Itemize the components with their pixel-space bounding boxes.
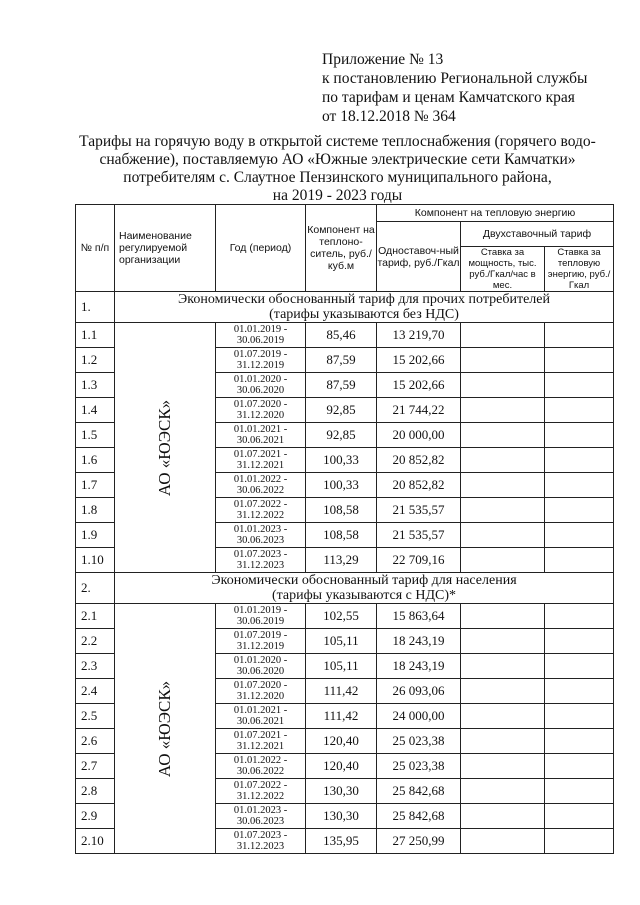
appendix-line-3: по тарифам и ценам Камчатского края xyxy=(322,89,575,106)
organization-name: АО «ЮЭСК» xyxy=(155,399,174,496)
row-number: 2.9 xyxy=(76,804,115,829)
energy-rate-value xyxy=(545,779,614,804)
single-rate-value: 21 744,22 xyxy=(377,398,461,423)
single-rate-value: 25 842,68 xyxy=(377,804,461,829)
water-component-value: 135,95 xyxy=(306,829,377,854)
period-from: 01.01.2019 - xyxy=(233,324,288,335)
capacity-rate-value xyxy=(461,829,545,854)
single-rate-value: 20 852,82 xyxy=(377,473,461,498)
water-component-value: 113,29 xyxy=(306,548,377,573)
energy-rate-value xyxy=(545,629,614,654)
period-cell xyxy=(216,548,306,573)
water-component-value: 87,59 xyxy=(306,348,377,373)
row-number: 2.7 xyxy=(76,754,115,779)
period-to: 30.06.2020 xyxy=(236,666,285,677)
period-from: 01.07.2023 - xyxy=(233,830,288,841)
single-rate-value: 25 023,38 xyxy=(377,729,461,754)
period-to: 30.06.2019 xyxy=(236,335,285,346)
section-title xyxy=(115,292,614,323)
period-from: 01.07.2020 - xyxy=(233,399,288,410)
period-from: 01.01.2020 - xyxy=(233,655,288,666)
organization-cell xyxy=(115,604,216,854)
title-line-3: потребителям с. Слаутное Пензинского муниципального района, xyxy=(123,169,552,186)
single-rate-value: 13 219,70 xyxy=(377,323,461,348)
row-number: 2.6 xyxy=(76,729,115,754)
row-number: 2.10 xyxy=(76,829,115,854)
row-number: 2.5 xyxy=(76,704,115,729)
capacity-rate-value xyxy=(461,754,545,779)
period-cell xyxy=(216,679,306,704)
period-to: 30.06.2020 xyxy=(236,385,285,396)
energy-rate-value xyxy=(545,754,614,779)
single-rate-value: 22 709,16 xyxy=(377,548,461,573)
capacity-rate-value xyxy=(461,548,545,573)
header-num: № п/п xyxy=(76,205,115,292)
period-cell xyxy=(216,654,306,679)
document-title xyxy=(50,133,625,205)
water-component-value: 85,46 xyxy=(306,323,377,348)
capacity-rate-value xyxy=(461,654,545,679)
energy-rate-value xyxy=(545,498,614,523)
single-rate-value: 20 852,82 xyxy=(377,448,461,473)
period-from: 01.07.2022 - xyxy=(233,499,288,510)
period-cell xyxy=(216,604,306,629)
section-title-line-2: (тарифы указываются с НДС)* xyxy=(271,588,457,603)
title-line-4: на 2019 - 2023 годы xyxy=(272,187,403,204)
period-to: 31.12.2021 xyxy=(236,460,285,471)
section-title-line-1: Экономически обоснованный тариф для прочих потребителей xyxy=(178,292,550,307)
capacity-rate-value xyxy=(461,523,545,548)
period-cell xyxy=(216,423,306,448)
period-to: 30.06.2023 xyxy=(236,535,285,546)
capacity-rate-value xyxy=(461,779,545,804)
row-number: 2.2 xyxy=(76,629,115,654)
row-number: 1.7 xyxy=(76,473,115,498)
water-component-value: 87,59 xyxy=(306,373,377,398)
water-component-value: 105,11 xyxy=(306,629,377,654)
single-rate-value: 26 093,06 xyxy=(377,679,461,704)
capacity-rate-value xyxy=(461,604,545,629)
row-number: 1.8 xyxy=(76,498,115,523)
single-rate-value: 21 535,57 xyxy=(377,523,461,548)
energy-rate-value xyxy=(545,829,614,854)
row-number: 1.9 xyxy=(76,523,115,548)
period-cell xyxy=(216,779,306,804)
water-component-value: 111,42 xyxy=(306,679,377,704)
tariff-table xyxy=(75,204,614,854)
energy-rate-value xyxy=(545,473,614,498)
section-title-line-2: (тарифы указываются без НДС) xyxy=(269,307,459,322)
header-water-component: Компонент на теплоно-ситель, руб./куб.м xyxy=(306,205,377,292)
period-to: 31.12.2020 xyxy=(236,410,285,421)
period-from: 01.07.2020 - xyxy=(233,680,288,691)
water-component-value: 108,58 xyxy=(306,498,377,523)
energy-rate-value xyxy=(545,548,614,573)
row-number: 1.1 xyxy=(76,323,115,348)
water-component-value: 111,42 xyxy=(306,704,377,729)
header-two-rate: Двухставочный тариф xyxy=(461,222,614,247)
period-cell xyxy=(216,729,306,754)
table-row xyxy=(76,323,614,348)
section-number: 2. xyxy=(76,573,115,604)
capacity-rate-value xyxy=(461,804,545,829)
row-number: 1.5 xyxy=(76,423,115,448)
period-from: 01.07.2019 - xyxy=(233,349,288,360)
period-cell xyxy=(216,323,306,348)
period-cell xyxy=(216,498,306,523)
header-single-rate: Одноставоч-ный тариф, руб./Гкал xyxy=(377,222,461,292)
period-from: 01.07.2021 - xyxy=(233,449,288,460)
period-to: 31.12.2023 xyxy=(236,841,285,852)
section-number: 1. xyxy=(76,292,115,323)
energy-rate-value xyxy=(545,398,614,423)
period-to: 30.06.2022 xyxy=(236,766,285,777)
period-to: 31.12.2022 xyxy=(236,510,285,521)
row-number: 1.6 xyxy=(76,448,115,473)
period-from: 01.01.2020 - xyxy=(233,374,288,385)
single-rate-value: 25 023,38 xyxy=(377,754,461,779)
single-rate-value: 25 842,68 xyxy=(377,779,461,804)
capacity-rate-value xyxy=(461,498,545,523)
period-cell xyxy=(216,398,306,423)
section-title xyxy=(115,573,614,604)
water-component-value: 92,85 xyxy=(306,423,377,448)
period-cell xyxy=(216,448,306,473)
period-to: 31.12.2021 xyxy=(236,741,285,752)
single-rate-value: 24 000,00 xyxy=(377,704,461,729)
header-energy-rate: Ставка за тепловую энергию, руб./Гкал xyxy=(545,247,614,292)
water-component-value: 100,33 xyxy=(306,473,377,498)
single-rate-value: 15 202,66 xyxy=(377,348,461,373)
period-to: 30.06.2021 xyxy=(236,435,285,446)
section-title-line-1: Экономически обоснованный тариф для населения xyxy=(211,573,517,588)
period-from: 01.07.2022 - xyxy=(233,780,288,791)
water-component-value: 130,30 xyxy=(306,804,377,829)
energy-rate-value xyxy=(545,323,614,348)
period-from: 01.01.2022 - xyxy=(233,755,288,766)
single-rate-value: 27 250,99 xyxy=(377,829,461,854)
capacity-rate-value xyxy=(461,323,545,348)
row-number: 2.8 xyxy=(76,779,115,804)
energy-rate-value xyxy=(545,423,614,448)
capacity-rate-value xyxy=(461,373,545,398)
row-number: 1.3 xyxy=(76,373,115,398)
period-to: 30.06.2022 xyxy=(236,485,285,496)
water-component-value: 105,11 xyxy=(306,654,377,679)
single-rate-value: 15 202,66 xyxy=(377,373,461,398)
period-from: 01.07.2023 - xyxy=(233,549,288,560)
row-number: 1.10 xyxy=(76,548,115,573)
water-component-value: 130,30 xyxy=(306,779,377,804)
capacity-rate-value xyxy=(461,448,545,473)
energy-rate-value xyxy=(545,448,614,473)
row-number: 2.3 xyxy=(76,654,115,679)
energy-rate-value xyxy=(545,704,614,729)
capacity-rate-value xyxy=(461,679,545,704)
period-to: 31.12.2022 xyxy=(236,791,285,802)
appendix-line-1: Приложение № 13 xyxy=(322,51,444,68)
row-number: 2.1 xyxy=(76,604,115,629)
header-org: Наименование регулируемой организации xyxy=(115,205,216,292)
period-from: 01.01.2021 - xyxy=(233,424,288,435)
period-to: 31.12.2023 xyxy=(236,560,285,571)
capacity-rate-value xyxy=(461,629,545,654)
energy-rate-value xyxy=(545,654,614,679)
capacity-rate-value xyxy=(461,398,545,423)
row-number: 1.4 xyxy=(76,398,115,423)
period-to: 30.06.2023 xyxy=(236,816,285,827)
period-cell xyxy=(216,348,306,373)
period-from: 01.07.2019 - xyxy=(233,630,288,641)
water-component-value: 102,55 xyxy=(306,604,377,629)
capacity-rate-value xyxy=(461,473,545,498)
row-number: 2.4 xyxy=(76,679,115,704)
section-row xyxy=(76,292,614,323)
period-cell xyxy=(216,473,306,498)
period-cell xyxy=(216,829,306,854)
capacity-rate-value xyxy=(461,423,545,448)
energy-rate-value xyxy=(545,604,614,629)
period-from: 01.07.2021 - xyxy=(233,730,288,741)
header-heat-component: Компонент на тепловую энергию xyxy=(377,205,614,222)
title-line-2: снабжение), поставляемую АО «Южные электрические сети Камчатки» xyxy=(99,151,576,168)
period-cell xyxy=(216,754,306,779)
water-component-value: 92,85 xyxy=(306,398,377,423)
header-period: Год (период) xyxy=(216,205,306,292)
single-rate-value: 18 243,19 xyxy=(377,654,461,679)
period-cell xyxy=(216,523,306,548)
single-rate-value: 21 535,57 xyxy=(377,498,461,523)
period-cell xyxy=(216,629,306,654)
appendix-header xyxy=(322,50,622,126)
table-row xyxy=(76,604,614,629)
period-to: 31.12.2020 xyxy=(236,691,285,702)
capacity-rate-value xyxy=(461,729,545,754)
water-component-value: 100,33 xyxy=(306,448,377,473)
organization-name: АО «ЮЭСК» xyxy=(155,680,174,777)
period-cell xyxy=(216,373,306,398)
energy-rate-value xyxy=(545,523,614,548)
period-from: 01.01.2023 - xyxy=(233,524,288,535)
single-rate-value: 15 863,64 xyxy=(377,604,461,629)
period-to: 30.06.2019 xyxy=(236,616,285,627)
row-number: 1.2 xyxy=(76,348,115,373)
energy-rate-value xyxy=(545,804,614,829)
period-from: 01.01.2021 - xyxy=(233,705,288,716)
water-component-value: 120,40 xyxy=(306,729,377,754)
period-to: 31.12.2019 xyxy=(236,641,285,652)
energy-rate-value xyxy=(545,679,614,704)
water-component-value: 108,58 xyxy=(306,523,377,548)
capacity-rate-value xyxy=(461,348,545,373)
period-to: 30.06.2021 xyxy=(236,716,285,727)
period-from: 01.01.2019 - xyxy=(233,605,288,616)
period-cell xyxy=(216,704,306,729)
appendix-line-4: от 18.12.2018 № 364 xyxy=(322,108,456,125)
energy-rate-value xyxy=(545,348,614,373)
period-from: 01.01.2023 - xyxy=(233,805,288,816)
single-rate-value: 18 243,19 xyxy=(377,629,461,654)
water-component-value: 120,40 xyxy=(306,754,377,779)
period-cell xyxy=(216,804,306,829)
organization-cell xyxy=(115,323,216,573)
title-line-1: Тарифы на горячую воду в открытой системе теплоснабжения (горячего водо- xyxy=(79,133,596,150)
energy-rate-value xyxy=(545,729,614,754)
appendix-line-2: к постановлению Региональной службы xyxy=(322,70,588,87)
period-to: 31.12.2019 xyxy=(236,360,285,371)
capacity-rate-value xyxy=(461,704,545,729)
header-capacity-rate: Ставка за мощность, тыс. руб./Гкал/час в мес. xyxy=(461,247,545,292)
section-row xyxy=(76,573,614,604)
period-from: 01.01.2022 - xyxy=(233,474,288,485)
single-rate-value: 20 000,00 xyxy=(377,423,461,448)
energy-rate-value xyxy=(545,373,614,398)
